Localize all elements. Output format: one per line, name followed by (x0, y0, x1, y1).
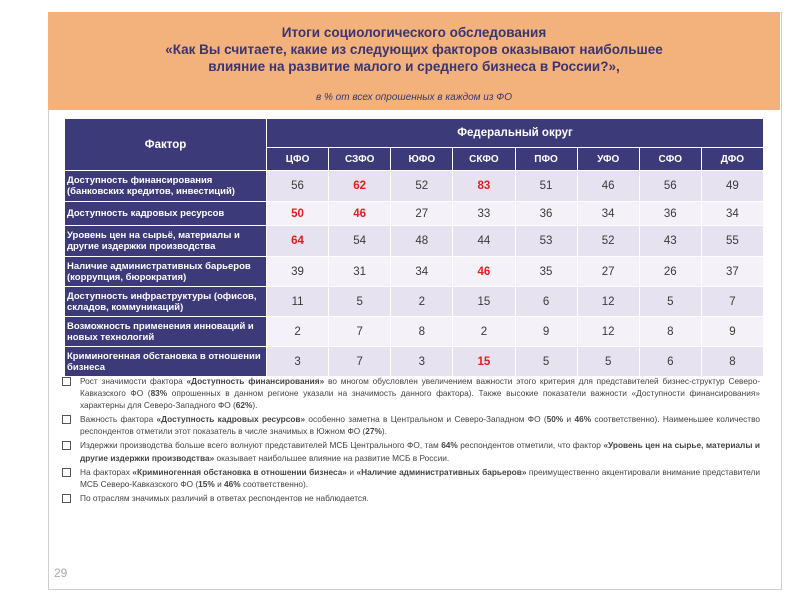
factor-label: Наличие административных барьеров (коррупция, бюрократия) (65, 257, 267, 287)
value-cell: 52 (391, 171, 453, 202)
bullet-text-bold: «Наличие административных барьеров» (356, 466, 527, 477)
bullet-text-bold: 46% (574, 414, 592, 425)
value-cell: 56 (639, 171, 701, 202)
slide-subtitle: в % от всех опрошенных в каждом из ФО (315, 92, 513, 103)
bullet-text: ). (381, 426, 387, 437)
factor-label: Доступность кадровых ресурсов (65, 202, 267, 226)
bullet-text: Важность фактора (80, 414, 157, 425)
value-cell: 36 (515, 202, 577, 226)
value-cell: 9 (701, 317, 763, 347)
table-row (65, 347, 764, 377)
district-header: ЮФО (391, 148, 453, 171)
value-cell: 53 (515, 226, 577, 257)
bullet-text: Издержки производства больше всего волнуют представителей МСБ Центрального ФО, там (80, 440, 442, 451)
factor-header: Фактор (65, 119, 267, 171)
district-header: ЦФО (267, 148, 329, 171)
value-cell: 15 (453, 347, 515, 377)
value-cell: 5 (639, 287, 701, 317)
bullet-text: соответственно). Наименьшее количество респондентов отметили этот показатель в числе значимых в Южном ФО ( (80, 414, 760, 437)
value-cell: 5 (329, 287, 391, 317)
value-cell: 8 (391, 317, 453, 347)
value-cell: 27 (577, 257, 639, 287)
title-line-2: «Как Вы считаете, какие из следующих факторов оказывают наибольшее (165, 42, 663, 57)
bullet-text: На факторах (80, 466, 133, 477)
value-cell: 9 (515, 317, 577, 347)
value-cell: 7 (329, 347, 391, 377)
bullet-text: оказывает наибольшее влияние на развитие МСБ в России. (214, 452, 450, 463)
bullet-item (62, 439, 760, 463)
value-cell: 6 (515, 287, 577, 317)
bullet-text: и (563, 414, 575, 425)
value-cell: 34 (577, 202, 639, 226)
factor-label: Уровень цен на сырьё, материалы и другие издержки производства (65, 226, 267, 257)
value-cell: 2 (391, 287, 453, 317)
value-cell: 64 (267, 226, 329, 257)
bullet-text: и (346, 466, 357, 477)
bullet-text: респондентов отметили, что фактор (457, 440, 604, 451)
bullet-text: во многом обусловлен увеличением важности этого критерия для представителей бизнес-структур Северо-Кавказского ФО ( (80, 376, 760, 399)
bullet-item (62, 492, 760, 504)
title-line-3: влияние на развитие малого и среднего бизнеса в России?», (208, 59, 620, 74)
table-row (65, 226, 764, 257)
value-cell: 48 (391, 226, 453, 257)
value-cell: 46 (577, 171, 639, 202)
slide-title (60, 24, 768, 75)
district-header: УФО (577, 148, 639, 171)
value-cell: 11 (267, 287, 329, 317)
factor-label: Доступность финансирования (банковских кредитов, инвестиций) (65, 171, 267, 202)
bullet-text-bold: 27% (365, 426, 382, 437)
district-header: ПФО (515, 148, 577, 171)
value-cell: 34 (701, 202, 763, 226)
bullet-text-bold: 46% (224, 478, 241, 489)
checkbox-bullet-icon (62, 468, 71, 477)
district-group-header: Федеральный округ (267, 119, 764, 148)
value-cell: 27 (391, 202, 453, 226)
value-cell: 46 (329, 202, 391, 226)
table-row (65, 287, 764, 317)
checkbox-bullet-icon (62, 415, 71, 424)
bullet-text: и (214, 478, 225, 489)
value-cell: 2 (453, 317, 515, 347)
district-header: СКФО (453, 148, 515, 171)
value-cell: 36 (639, 202, 701, 226)
factor-label: Возможность применения инноваций и новых технологий (65, 317, 267, 347)
bullet-text-bold: «Криминогенная обстановка в отношении бизнеса» (132, 466, 347, 477)
value-cell: 12 (577, 317, 639, 347)
bullet-text-bold: 15% (198, 478, 215, 489)
bullet-item (62, 375, 760, 411)
bullet-item (62, 466, 760, 490)
bullet-text: опрошенных в данном регионе указали на значимость данного фактора). Также высокие показатели важности «Доступности финансирования» характерны для Северо-Западного ФО ( (80, 388, 760, 411)
table-row (65, 257, 764, 287)
district-header: ДФО (701, 148, 763, 171)
value-cell: 33 (453, 202, 515, 226)
value-cell: 15 (453, 287, 515, 317)
factor-label: Криминогенная обстановка в отношении бизнеса (65, 347, 267, 377)
value-cell: 6 (639, 347, 701, 377)
value-cell: 52 (577, 226, 639, 257)
value-cell: 2 (267, 317, 329, 347)
bullet-text: преимущественно акцентировали внимание представители МСБ Северо-Кавказского ФО ( (80, 466, 760, 489)
bullet-text-bold: «Уровень цен на сырье, материалы и другие издержки производства» (80, 440, 761, 463)
value-cell: 26 (639, 257, 701, 287)
value-cell: 39 (267, 257, 329, 287)
district-header: СФО (639, 148, 701, 171)
bullet-text-bold: 83% (150, 388, 168, 399)
page-number: 29 (54, 566, 68, 580)
bullet-text: особенно заметна в Центральном и Северо-Западном ФО ( (305, 414, 547, 425)
table-row (65, 202, 764, 226)
value-cell: 31 (329, 257, 391, 287)
value-cell: 43 (639, 226, 701, 257)
value-cell: 55 (701, 226, 763, 257)
survey-table (64, 118, 764, 377)
bullet-text-bold: «Доступность кадровых ресурсов» (156, 414, 306, 425)
value-cell: 50 (267, 202, 329, 226)
checkbox-bullet-icon (62, 494, 71, 503)
value-cell: 3 (391, 347, 453, 377)
value-cell: 83 (453, 171, 515, 202)
bullet-text-bold: «Доступность финансирования» (186, 376, 325, 386)
factor-label: Доступность инфраструктуры (офисов, складов, коммуникаций) (65, 287, 267, 317)
bullet-text-bold: 64% (441, 440, 458, 451)
value-cell: 37 (701, 257, 763, 287)
value-cell: 49 (701, 171, 763, 202)
value-cell: 7 (701, 287, 763, 317)
value-cell: 35 (515, 257, 577, 287)
value-cell: 56 (267, 171, 329, 202)
value-cell: 51 (515, 171, 577, 202)
table-row (65, 171, 764, 202)
value-cell: 3 (267, 347, 329, 377)
value-cell: 5 (515, 347, 577, 377)
value-cell: 7 (329, 317, 391, 347)
value-cell: 5 (577, 347, 639, 377)
table-row (65, 317, 764, 347)
checkbox-bullet-icon (62, 441, 71, 450)
bullet-item (62, 413, 760, 437)
bullet-text: По отраслям значимых различий в ответах респондентов не наблюдается. (80, 492, 369, 503)
title-line-1: Итоги социологического обследования (281, 25, 547, 40)
bullet-text: Рост значимости фактора (80, 376, 187, 386)
bullet-text-bold: 62% (235, 400, 253, 411)
bullet-list (62, 375, 760, 506)
value-cell: 44 (453, 226, 515, 257)
value-cell: 8 (639, 317, 701, 347)
bullet-text: соответственно). (240, 478, 309, 489)
value-cell: 34 (391, 257, 453, 287)
value-cell: 8 (701, 347, 763, 377)
value-cell: 12 (577, 287, 639, 317)
district-header: СЗФО (329, 148, 391, 171)
bullet-text-bold: 50% (546, 414, 564, 425)
checkbox-bullet-icon (62, 377, 71, 386)
value-cell: 54 (329, 226, 391, 257)
value-cell: 46 (453, 257, 515, 287)
bullet-text: ). (252, 400, 258, 411)
value-cell: 62 (329, 171, 391, 202)
